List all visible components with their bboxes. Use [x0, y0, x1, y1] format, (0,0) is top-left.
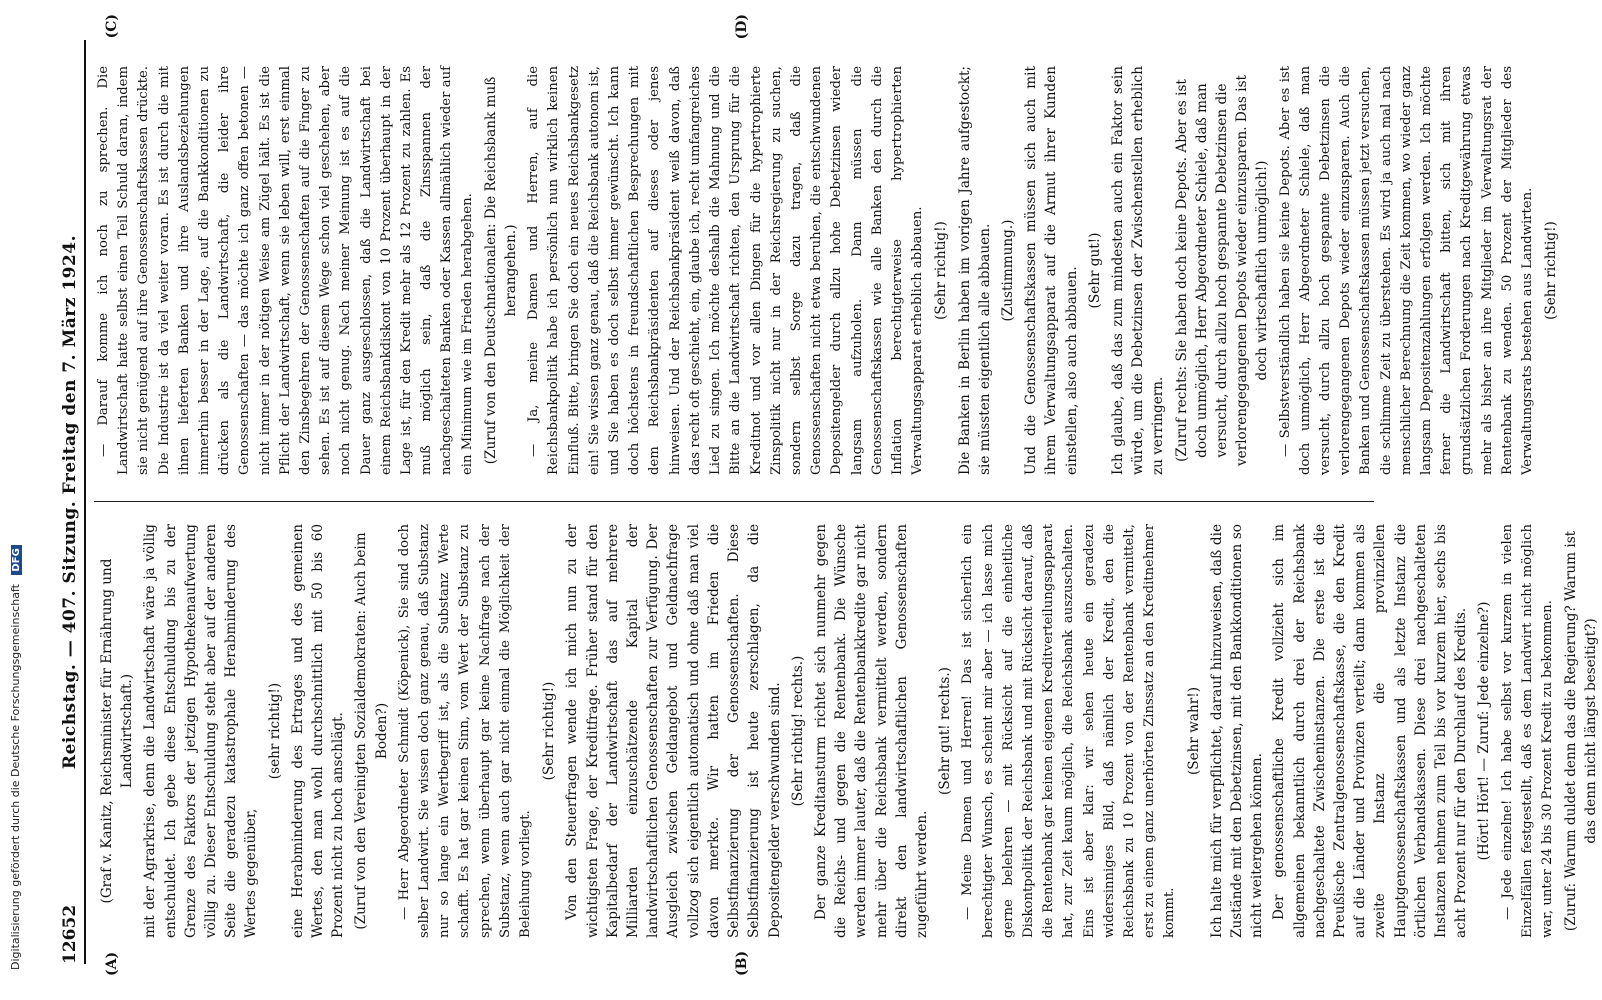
paragraph: Der ganze Kreditansturm richtet sich nunmehr gegen die Reichs- und gegen die Rentenbank. Die Wünsche werden immer lauter, daß die Rentenbankkredite gar nicht mehr über die Reichsbank vermittelt werden, sondern direkt den landwirtschaftlichen Genossenschaften zugeführt werden.	[812, 524, 930, 938]
document-page	[30, 0, 1600, 1000]
paragraph: Und die Genossenschaftskassen müssen sich auch mit ihrem Verwaltungsapparat auf die Armut ihrer Kunden einstellen, also auch abbauen.	[1023, 66, 1080, 475]
paragraph: — Selbstverständlich haben sie keine Depots. Aber es ist doch unmöglich, Herr Abgeordneter Schiele, daß man versucht, durch allzu hoch gespannte Debetzinsen die verlorengegangenen Depots wieder einzusparen. Auch die Banken und Genossenschaftskassen müssen jetzt versuchen, die schlimme Zeit zu überstehen. Es wird ja auch mal nach menschlicher Berechnung die Zeit kommen, wo wieder ganz langsam Depositenzahlungen erfolgen werden. Ich möchte ferner die Landwirtschaft bitten, sich mit ihren grundsätzlichen Forderungen nach Kreditgewährung etwas mehr als bisher an ihre Mitglieder im Verwaltungsrat der Rentenbank zu wenden. 50 Prozent der Mitglieder des Verwaltungsrats bestehen aus Landwirten.	[1277, 66, 1536, 475]
running-title: Reichstag. — 407. Sitzung. Freitag den 7. März 1924.	[60, 234, 80, 770]
interjection: (Zuruf von den Vereinigten Sozialdemokraten: Auch beim Boden?)	[353, 532, 390, 930]
interjection: (Zustimmung.)	[999, 219, 1016, 322]
paragraph: Ich glaube, daß das zum mindesten auch ein Faktor sein würde, um die Debetzinsen der Zwischenstellen erheblich zu verringern.	[1109, 66, 1167, 475]
interjection: (Zuruf rechts: Sie haben doch keine Depots. Aber es ist doch unmöglich, Herr Abgeordneter Schiele, daß man versucht, durch allzu hoch gespannte Debetzinsen die verlorengegangenen Depots wieder einzusparen. Das ist doch wirtschaftlich unmöglich!)	[1173, 74, 1271, 467]
paragraph: — Ja, meine Damen und Herren, auf die Reichsbankpolitik habe ich persönlich nun wirklich keinen Einfluß. Bitte, bringen Sie doch ein neues Reichsbankgesetz ein! Sie wissen ganz genau, daß die Reichsbank autonom ist, und Sie haben es doch selbst immer gewünscht. Ich kann doch höchstens in freundschaftlichen Besprechungen mit dem Reichsbankpräsidenten auf dieses oder jenes hinweisen. Und der Reichsbankpräsident weiß davon, daß das recht oft geschieht, ein, glaube ich, recht umfangreiches Lied zu singen. Ich möchte deshalb die Mahnung und die Bitte an die Landwirtschaft richten, den Ursprung für die Kreditnot und vor allen Dingen für die hypertrophierte Zinspolitik nicht nur in der Reichsregierung zu suchen, sondern selbst Sorge dazu tragen, daß die Genossenschaften nicht etwa beruhen, die entschwundenen Depositengelder durch allzu hohe Debetzinsen wieder langsam aufzuholen. Dann müssen die Genossenschaftskassen wie alle Banken den durch die Inflation berechtigterweise hypertrophierten Verwaltungsapparat erheblich abbauen.	[526, 66, 926, 475]
paragraph: — Jede einzelne! Ich habe selbst vor kurzem in vielen Einzelfällen festgestellt, daß es dem Landwirt nicht möglich war, unter 24 bis 30 Prozent Kredit zu bekommen.	[1499, 524, 1556, 938]
interjection: (Zuruf: Warum duldet denn das die Regierung? Warum ist das denn nicht längst beseitigt?)	[1563, 530, 1600, 932]
paragraph: eine Herabminderung des Ertrages und des gemeinen Wertes, den man wohl durchschnittlich mit 50 bis 60 Prozent nicht zu hoch anschlägt.	[289, 524, 347, 938]
interjection: (Sehr richtig!)	[933, 221, 950, 320]
paragraph: — Herr Abgeordneter Schmidt (Köpenick), Sie sind doch selber Landwirt. Sie wissen doch ganz genau, daß Substanz nur so lange ein Wertbegriff ist, als die Substanz Werte schafft. Es hat gar keinen Sinn, vom Wert der Substanz zu sprechen, wenn überhaupt gar keine Nachfrage nach der Substanz, wenn auch gar nicht einmal die Möglichkeit der Beleihung vorliegt.	[396, 524, 534, 938]
page-number: 12652	[60, 904, 80, 964]
paragraph: Der genossenschaftliche Kredit vollzieht sich im allgemeinen bekanntlich durch drei der Reichsbank nachgeschaltete Zwischeninstanzen. Die erste ist die Preußische Zentralgenossenschaftskasse, die den Kredit auf die Länder und Provinzen verteilt; dann kommen als zweite Instanz die provinziellen Hauptgenossenschaftskassen und als letzte Instanz die örtlichen Verbandskassen. Diese drei nachgeschalteten Instanzen nehmen zum Teil bis vor kurzem hier, sechs bis acht Prozent nur für den Durchlauf des Kredits.	[1271, 524, 1470, 938]
paragraph: — Darauf komme ich noch zu sprechen. Die Landwirtschaft hatte selbst einen Teil Schuld daran, indem sie nicht genügend auf ihre Genossenschaftskassen drückte. Die Industrie ist da viel weiter voran. Es ist durch die mit ihnen lieferten Banken und ihre Auslandsbeziehungen immerhin besser in der Lage, auf die Bankkonditionen zu drücken als die Landwirtschaft, die leider ihre Genossenschaften — das möchte ich ganz offen betonen — nicht immer in der nötigen Weise am Zügel hält. Es ist die Pflicht der Landwirtschaft, wenn sie leben will, erst einmal den Zinsbegehren der Genossenschaften auf die Finger zu sehen. Es ist auf diesem Wege schon viel geschehen, aber noch nicht genug. Nach meiner Meinung ist es auf die Dauer ganz ausgeschlossen, daß die Landwirtschaft bei einem Reichsbankdiskont von 10 Prozent überhaupt in der Lage ist, für den Kredit mehr als 12 Prozent zu zahlen. Es muß möglich sein, daß die Zinsspannen der nachgeschalteten Banken oder Kassen allmählich wieder auf ein Minimum wie im Frieden herabgehen.	[96, 66, 475, 475]
interjection: (Sehr richtig!)	[1543, 221, 1560, 320]
dfg-logo: DFG	[11, 545, 22, 574]
interjection: (Sehr gut!)	[1086, 232, 1103, 309]
text-columns	[94, 14, 1600, 976]
paragraph: mit der Agrarkrise, denn die Landwirtschaft wäre ja völlig entschuldet. Ich gebe diese Entschuldung bis zu der Grenze des Faktors der jetzigen Hypothekenaufwertung völlig zu. Dieser Entschuldung steht aber auf der anderen Seite die geradezu katastrophale Herabminderung des Wertes gegenüber,	[142, 524, 260, 938]
margin-marker-b: (B)	[734, 950, 750, 976]
paragraph: Die Banken in Berlin haben im vorigen Jahre aufgestockt; sie müssten eigentlich alle abbauen.	[956, 66, 993, 475]
funding-footer	[4, 0, 28, 1000]
interjection: (Sehr richtig!)	[541, 681, 558, 781]
interjection: (Hört! Hört! — Zuruf: Jede einzelne?)	[1476, 601, 1493, 861]
interjection: (Zuruf von den Deutschnationalen: Die Reichsbank muß herangehen.)	[482, 76, 520, 465]
interjection: (Sehr wahr!)	[1185, 687, 1202, 775]
margin-marker-d: (D)	[734, 14, 750, 40]
left-column	[94, 502, 1600, 964]
interjection: (Sehr richtig! rechts.)	[789, 655, 806, 807]
interjection: (Graf v. Kanitz, Reichsminister für Ernährung und Landwirtschaft.)	[99, 558, 136, 904]
paragraph: — Meine Damen und Herren! Das ist sicherlich ein berechtigter Wunsch, es scheint mir aber — ich lasse mich gerne belehren — mit Rücksicht auf die einheitliche Diskontpolitik der Reichsbank und mit Rücksicht darauf, daß die Rentenbank gar keinen eigenen Kreditverteilungsapparat hat, zur Zeit kaum möglich, die Reichsbank auszuschalten. Eins ist aber klar: wir sehen heute ein geradezu widersinniges Bild, daß nämlich der Kredit, den die Reichsbank zu 10 Prozent von der Rentenbank vermittelt, erst zu einem ganz unerhörten Zinssatz an den Kreditnehmer kommt.	[960, 524, 1178, 938]
funding-note: Digitalisierung gefördert durch die Deutsche Forschungsgemeinschaft	[9, 584, 22, 970]
interjection: (Sehr gut! rechts.)	[937, 667, 954, 795]
interjection: (sehr richtig!)	[266, 682, 283, 780]
margin-marker-c: (C)	[104, 14, 120, 39]
margin-marker-a: (A)	[104, 951, 120, 976]
paragraph: Ich halte mich für verpflichtet, darauf hinzuweisen, daß die Zustände mit den Debetzinsen, mit den Bankkonditionen so nicht weitergehen können.	[1208, 524, 1266, 938]
paragraph: Von den Steuerfragen wende ich mich nun zu der wichtigsten Frage, der Kreditfrage. Früher stand für den Kapitalbedarf der Landwirtschaft das auf mehrere Milliarden einzuschätzende Kapital der landwirtschaftlichen Genossenschaften zur Verfügung. Der Ausgleich zwischen Geldangebot und Geldnachfrage vollzog sich eigentlich automatisch und ohne daß man viel davon merkte. Wir hatten im Frieden die Selbstfinanzierung der Genossenschaften. Diese Selbstfinanzierung ist heute zerschlagen, da die Depositengelder verschwunden sind.	[564, 524, 783, 938]
page-header	[58, 40, 86, 964]
right-column	[94, 40, 1560, 502]
